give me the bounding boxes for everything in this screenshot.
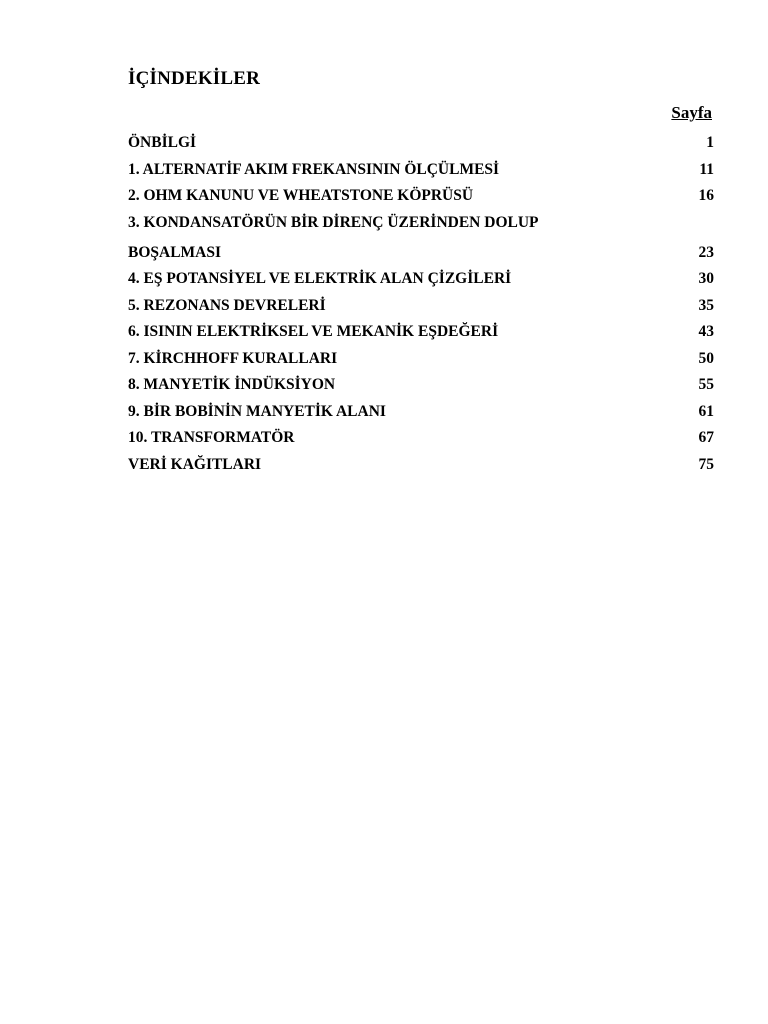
toc-entry	[128, 350, 714, 377]
toc-entry	[128, 403, 714, 430]
toc-entry-title: 10. TRANSFORMATÖR	[128, 429, 295, 446]
toc-entry-page: 67	[698, 429, 714, 446]
toc-entry	[128, 376, 714, 403]
toc-entry	[128, 270, 714, 297]
toc-entry-title: 1. ALTERNATİF AKIM FREKANSININ ÖLÇÜLMESİ	[128, 160, 500, 178]
toc-entry-title: BOŞALMASI	[128, 243, 222, 261]
toc-entry-page: 35	[698, 296, 714, 314]
toc-entry-title: 8. MANYETİK İNDÜKSİYON	[128, 376, 336, 393]
toc-entry-title: 2. OHM KANUNU VE WHEATSTONE KÖPRÜSÜ	[128, 187, 474, 204]
toc-entry-page: 1	[706, 134, 714, 151]
toc-entry-page: 50	[698, 349, 714, 367]
toc-entry-title: VERİ KAĞITLARI	[128, 455, 262, 473]
toc-entry-title: 4. EŞ POTANSİYEL VE ELEKTRİK ALAN ÇİZGİLERİ	[128, 270, 512, 287]
toc-entry	[128, 161, 714, 188]
toc-entry-continuation	[128, 244, 714, 271]
toc-entry-title: 5. REZONANS DEVRELERİ	[128, 296, 326, 314]
toc-entry-page: 75	[698, 455, 714, 473]
toc-entry-page: 43	[698, 323, 714, 340]
toc-entry-page: 55	[698, 376, 714, 393]
toc-entry	[128, 134, 714, 161]
toc-entry	[128, 456, 714, 483]
toc-entry-page: 16	[698, 187, 714, 204]
toc-entry-title: 7. KİRCHHOFF KURALLARI	[128, 349, 338, 367]
toc-entry-title: 6. ISININ ELEKTRİKSEL VE MEKANİK EŞDEĞERİ	[128, 323, 499, 340]
toc-entry-page: 23	[698, 243, 714, 261]
table-of-contents	[128, 134, 714, 482]
toc-entry-page: 11	[699, 160, 714, 178]
toc-entry	[128, 429, 714, 456]
toc-entry-page: 30	[698, 270, 714, 287]
toc-entry	[128, 297, 714, 324]
page-column-label: Sayfa	[671, 103, 712, 122]
page-title: İÇİNDEKİLER	[128, 68, 261, 89]
toc-entry-page: 61	[698, 402, 714, 420]
toc-entry-title: 3. KONDANSATÖRÜN BİR DİRENÇ ÜZERİNDEN DOLUP	[128, 213, 539, 231]
toc-entry-title: 9. BİR BOBİNİN MANYETİK ALANI	[128, 402, 386, 420]
toc-entry	[128, 187, 714, 214]
toc-entry	[128, 214, 714, 241]
toc-entry	[128, 323, 714, 350]
toc-entry-title: ÖNBİLGİ	[128, 134, 197, 151]
